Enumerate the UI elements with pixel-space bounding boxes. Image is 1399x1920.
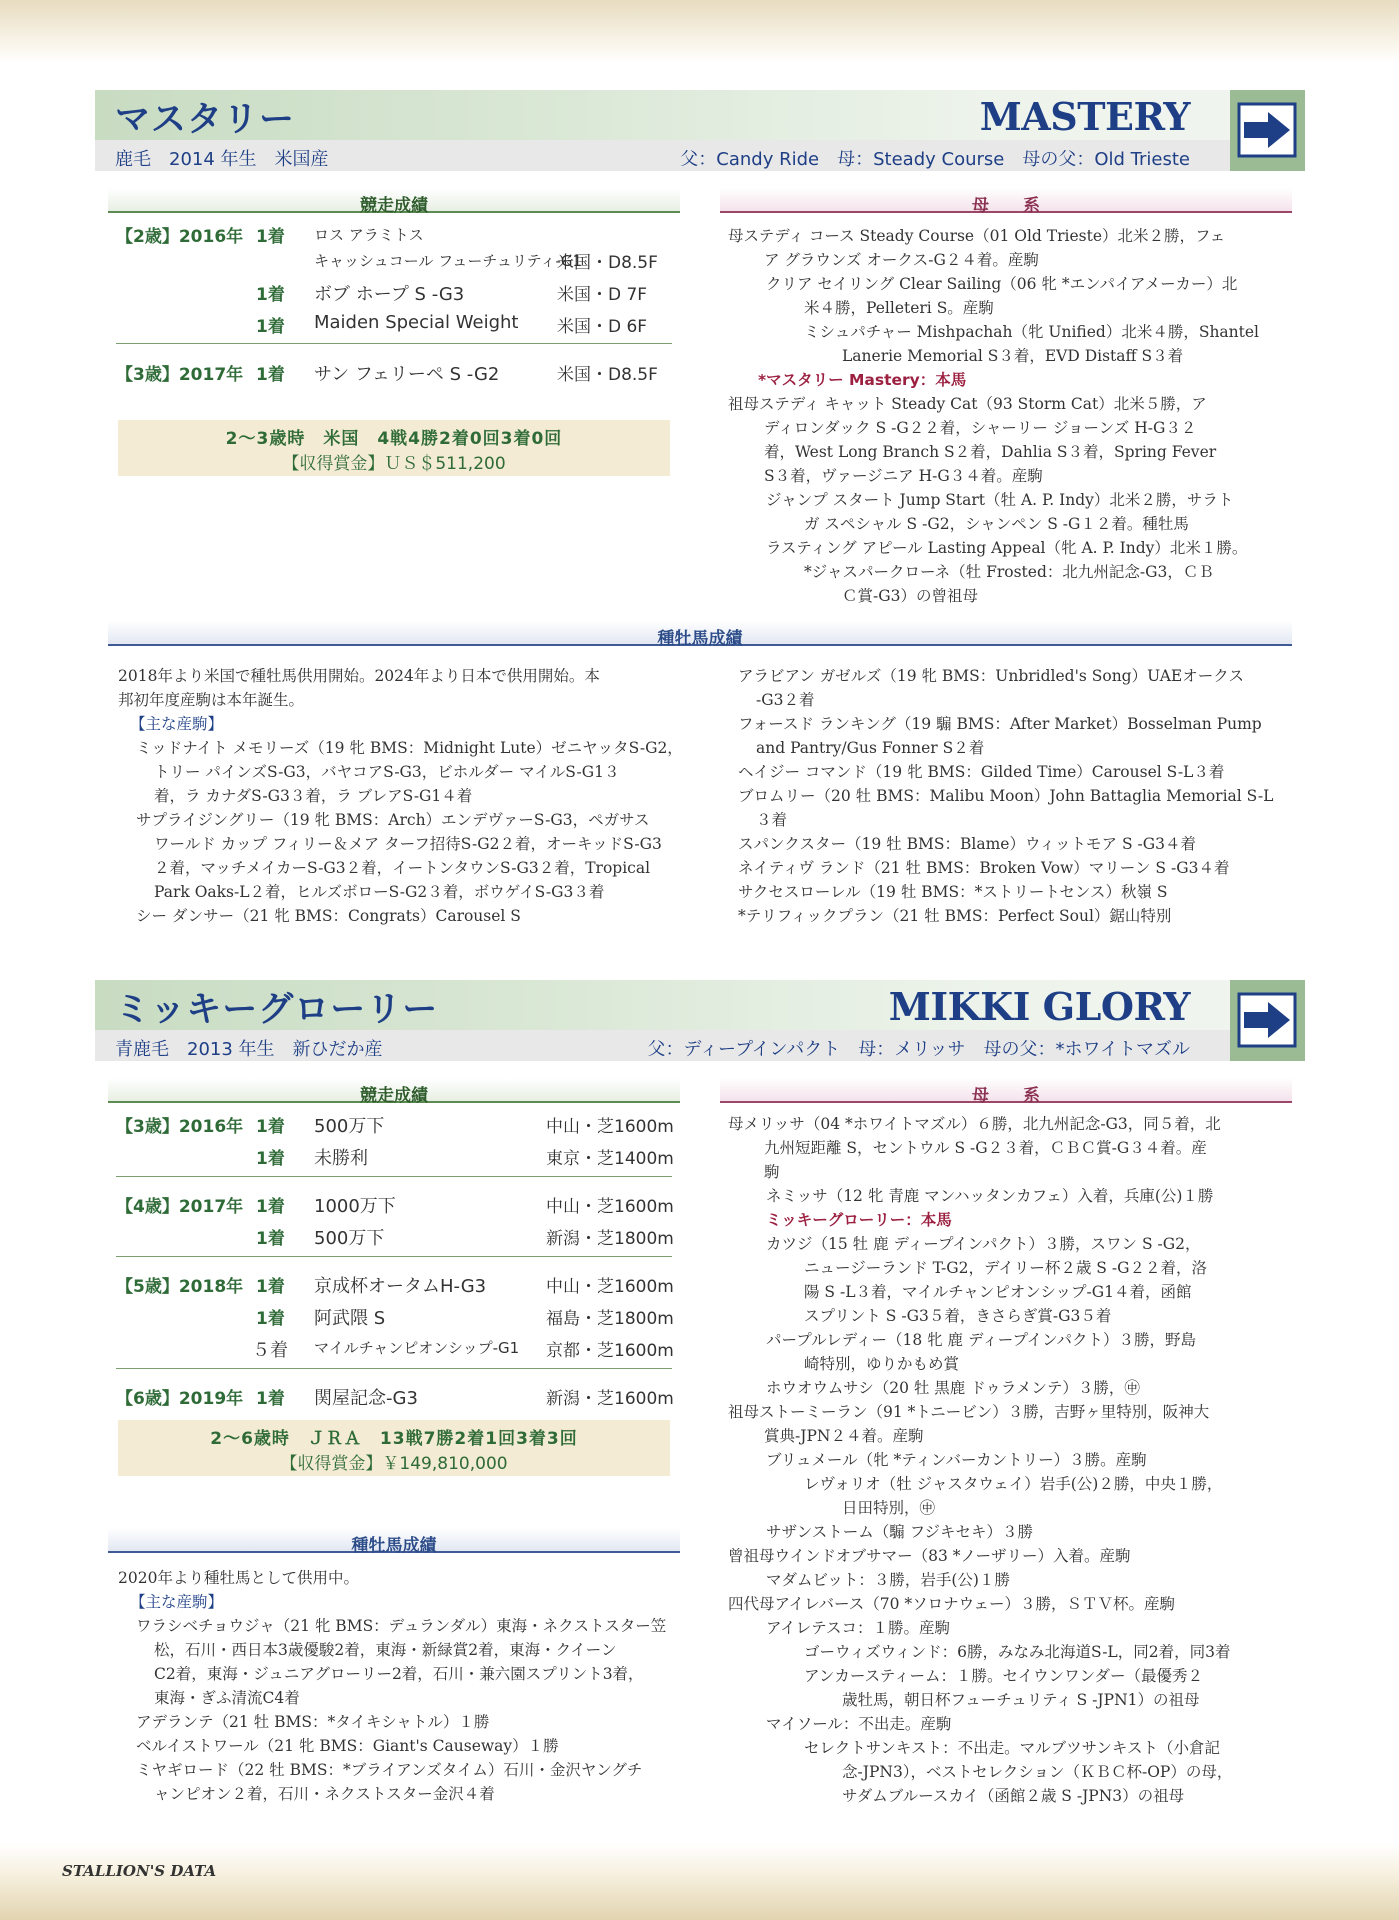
title-bar: [95, 90, 1305, 140]
next-arrow-button[interactable]: [1230, 90, 1305, 171]
pedigree-info: 父：Candy Ride 母：Steady Course 母の父：Old Trieste: [680, 149, 1190, 170]
stud-record-text: 2018年より米国で種牡馬供用開始。2024年より日本で供用開始。本 邦初年度産駒は本年誕生。 【主な産駒】 ミッドナイト メモリーズ（19 牝 BMS：Midnight Lute）ゼニヤッタS-G2， トリー パインズS-G3，バヤコアS-G3，ビホルダー マイルS-G1３ 着，ラ カナダS-G3３着，ラ ブレアS-G1４着 サプライジングリー（19 牝 BMS：Arch）エンデヴァーS-G3，ペガサス ワールド カップ フィリー＆メア ターフ招待S-G2２着，オーキッドS-G3 ２着，マッチメイカーS-G3２着，イートンタウンS-G3２着，Tropical Park Oaks-L２着，ヒルズボローS-G2３着，ボウゲイS-G3３着 シー ダンサー（21 牝 BMS：Congrats）Carousel S: [118, 667, 683, 925]
stud-record-text: 2020年より種牡馬として供用中。 【主な産駒】 ワラシベチョウジャ（21 牝 BMS：デュランダル）東海・ネクストスター笠 松，石川・西日本3歳優駿2着，東海・新緑賞2着，東海・クイーン C2着，東海・ジュニアグローリー2着，石川・兼六園スプリント3着， 東海・ぎふ清流C4着 アデランテ（21 牡 BMS：*タイキシャトル）１勝 ベルイストワール（21 牝 BMS：Giant's Causeway）１勝 ミヤギロード（22 牡 BMS：*ブライアンズタイム）石川・金沢ヤングチ ャンピオン２着，石川・ネクストスター金沢４着: [118, 1569, 667, 1803]
divider: [116, 343, 672, 344]
horse-info: 鹿毛 2014 年生 米国産: [115, 149, 329, 170]
horse-header-mikki-glory: [95, 980, 1305, 1061]
race-record-table: 【2歳】2016年 1着 ロス アラミトス キャッシュコール フューチュリティ-G1 米国・D8.5F 1着 ボブ ホープ S -G3 米国・D 7F 1着 Maiden Special Weight 米国・D 6F: [116, 226, 658, 337]
horse-english-name: MIKKI GLORY: [888, 984, 1190, 1029]
top-band: [0, 0, 1399, 62]
bottom-band: [0, 1844, 1399, 1920]
next-arrow-button[interactable]: [1230, 980, 1305, 1061]
arrow-right-icon: [1236, 990, 1300, 1050]
horse-info: 青鹿毛 2013 年生 新ひだか産: [115, 1039, 383, 1060]
dam-line-text: 母メリッサ（04 *ホワイトマズル）６勝，北九州記念-G3，同５着，北 九州短距離 S，セントウル S -G２３着，ＣＢＣ賞-G３４着。産 駒 ネミッサ（12 牝 青鹿 マンハッタンカフェ）入着，兵庫(公)１勝 ミッキーグローリー：本馬 カツジ（15 牡 鹿 ディープインパクト）３勝，スワン S -G2， ニュージーランド T-G2，デイリー杯２歳 S -G２２着，洛 陽 S -L３着，マイルチャンピオンシップ-G1４着，函館 スプリント S -G3５着，きさらぎ賞-G3５着 パープルレディー（18 牝 鹿 ディープインパクト）３勝，野島 崎特別，ゆりかもめ賞 ホウオウムサシ（20 牡 黒鹿 ドゥラメンテ）３勝，㊥ 祖母ストーミーラン（91 *トニービン）３勝，吉野ヶ里特別，阪神大 賞典-JPN２４着。産駒 ブリュメール（牝 *ティンバーカントリー）３勝。産駒 レヴォリオ（牡 ジャスタウェイ）岩手(公)２勝，中央１勝， 日田特別，㊥ サザンストーム（騸 フジキセキ）３勝 曾祖母ウインドオブサマー（83 *ノーザリー）入着。産駒 マダムビット：３勝，岩手(公)１勝 四代母アイレバース（70 *ソロナウェー）３勝，ＳＴＶ杯。産駒 アイレテスコ：１勝。産駒 ゴーウィズウィンド：6勝，みなみ北海道S-L，同2着，同3着 アンカースティーム：１勝。セイウンワンダー（最優秀２ 歳牡馬，朝日杯フューチュリティ S -JPN1）の祖母 マイソール：不出走。産駒 セレクトサンキスト：不出走。マルブツサンキスト（小倉記 念-JPN3），ベストセレクション（ＫＢＣ杯-OP）の母， サダムブルースカイ（函館２歳 S -JPN3）の祖母: [728, 1115, 1233, 1805]
divider: [116, 1256, 672, 1257]
info-bar: [95, 1030, 1305, 1061]
section-record-title: 競走成績: [108, 1078, 680, 1103]
info-bar: [95, 140, 1305, 171]
horse-english-name: MASTERY: [979, 94, 1190, 139]
section-stud-title: 種牡馬成績: [108, 621, 1292, 646]
career-summary: 2～6歳時 ＪＲＡ 13戦7勝2着1回3着3回 【収得賞金】￥149,810,000: [118, 1420, 670, 1476]
section-dam-title: 母 系: [720, 1078, 1292, 1103]
section-dam-title: 母 系: [720, 188, 1292, 213]
pedigree-info: 父：ディープインパクト 母：メリッサ 母の父：*ホワイトマズル: [647, 1039, 1190, 1060]
title-bar: [95, 980, 1305, 1030]
arrow-right-icon: [1236, 100, 1300, 160]
section-record-title: 競走成績: [108, 188, 680, 213]
footer-label: STALLION'S DATA: [62, 1862, 217, 1880]
career-summary: 2～3歳時 米国 4戦4勝2着0回3着0回 【収得賞金】ＵＳ＄511,200: [118, 420, 670, 476]
stud-record-text-right: アラビアン ガゼルズ（19 牝 BMS：Unbridled's Song）UAEオークス -G3２着 フォースド ランキング（19 騸 BMS：After Market）Bosselman Pump and Pantry/Gus Fonner S２着 ヘイジー コマンド（19 牝 BMS：Gilded Time）Carousel S-L３着 ブロムリー（20 牡 BMS：Malibu Moon）John Battaglia Memorial S-L ３着 スパンクスター（19 牡 BMS：Blame）ウィットモア S -G3４着 ネイティヴ ランド（21 牡 BMS：Broken Vow）マリーン S -G3４着 サクセスローレル（19 牡 BMS：*ストリートセンス）秋嶺 S *テリフィックプラン（21 牡 BMS：Perfect Soul）鋸山特別: [738, 667, 1274, 925]
divider: [116, 1368, 672, 1369]
horse-japanese-name: ミッキーグローリー: [115, 990, 439, 1030]
section-stud-title: 種牡馬成績: [108, 1528, 680, 1553]
divider: [116, 1176, 672, 1177]
dam-line-text: 母ステディ コース Steady Course（01 Old Trieste）北米２勝，フェ ア グラウンズ オークス-G２４着。産駒 クリア セイリング Clear Sailing（06 牝 *エンパイアメーカー）北 米４勝，Pelleteri S。産駒 ミシュパチャー Mishpachah（牝 Unified）北米４勝，Shantel Lanerie Memorial S３着，EVD Distaff S３着 *マスタリー Mastery：本馬 祖母ステディ キャット Steady Cat（93 Storm Cat）北米５勝，ア ディロンダック S -G２２着，シャーリー ジョーンズ H-G３２ 着，West Long Branch S２着，Dahlia S３着，Spring Fever S３着，ヴァージニア H-G３４着。産駒 ジャンプ スタート Jump Start（牡 A. P. Indy）北米２勝，サラト ガ スペシャル S -G2，シャンペン S -G１２着。種牡馬 ラスティング アピール Lasting Appeal（牝 A. P. Indy）北米１勝。 *ジャスパークローネ（牡 Frosted：北九州記念-G3，ＣＢ Ｃ賞-G3）の曾祖母: [728, 227, 1260, 605]
horse-japanese-name: マスタリー: [115, 100, 296, 140]
race-record-table: 【3歳】2017年 1着 サン フェリーペ S -G2 米国・D8.5F: [116, 364, 658, 385]
horse-header-mastery: [95, 90, 1305, 171]
